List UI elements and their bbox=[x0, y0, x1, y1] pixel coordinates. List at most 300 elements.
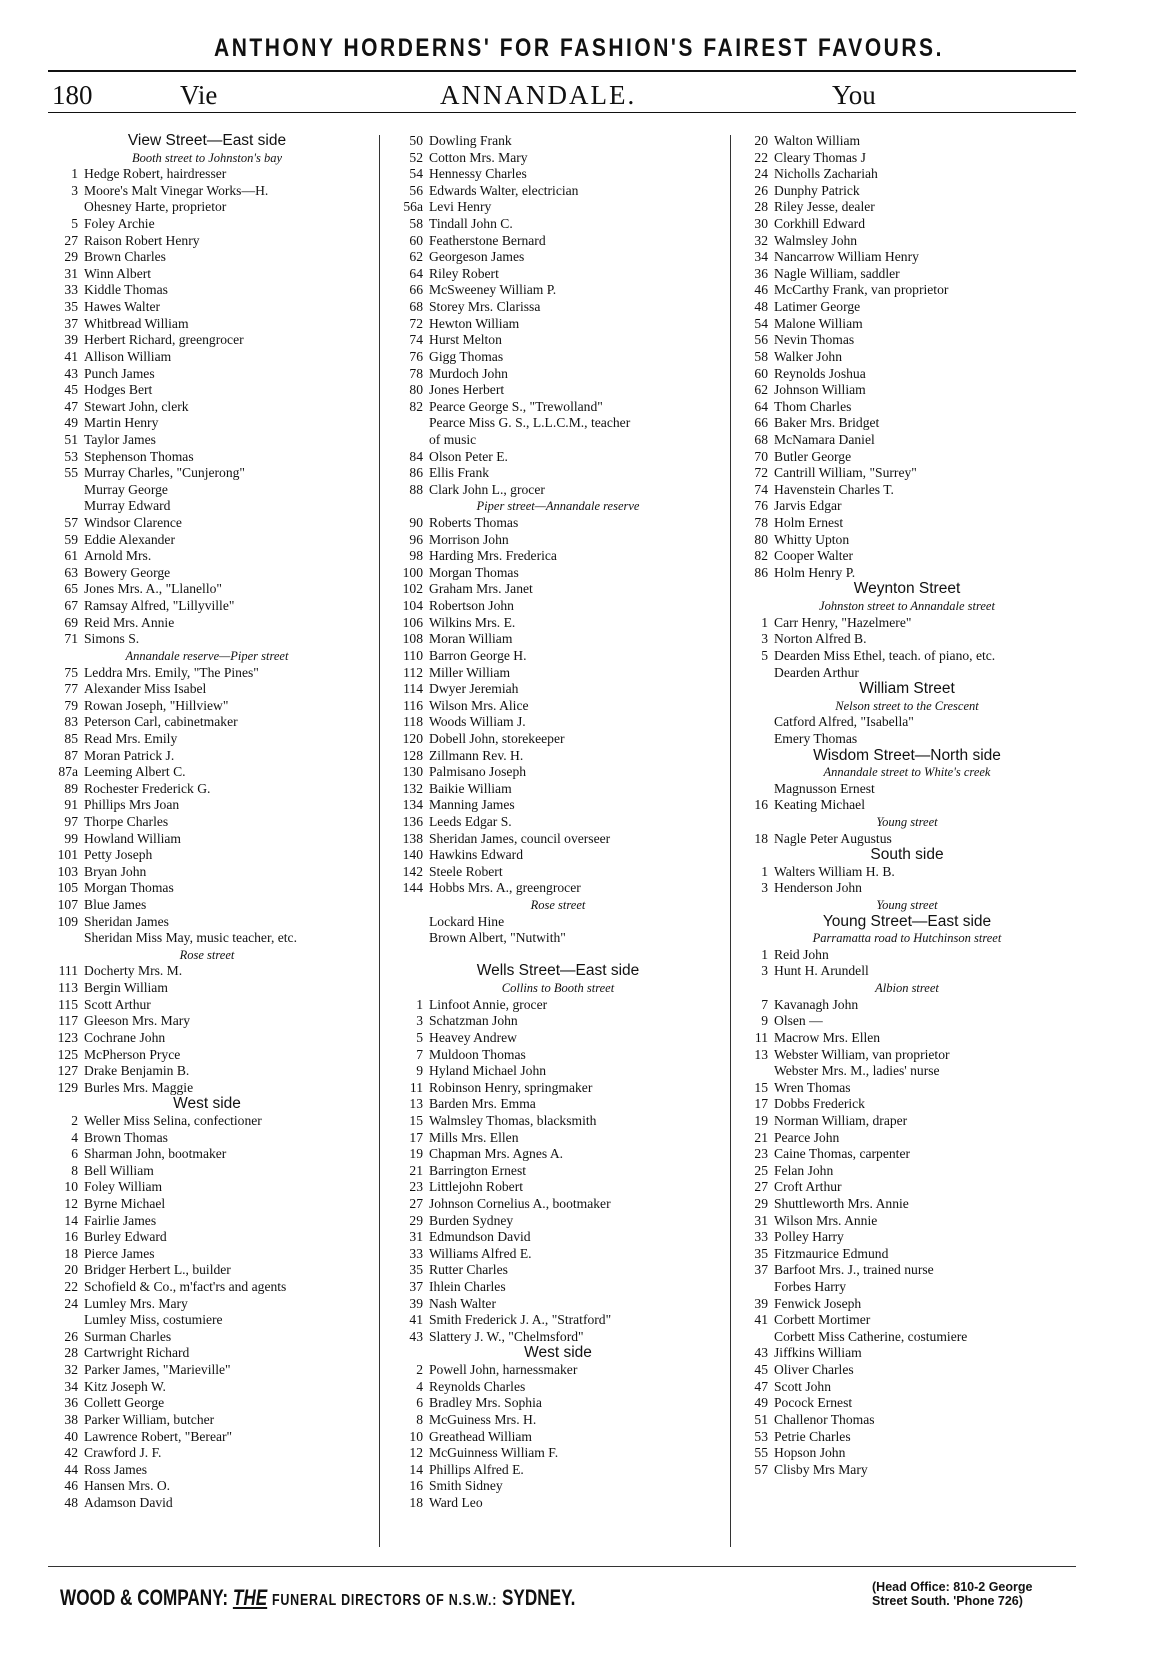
directory-entry-continued: Forbes Harry bbox=[774, 1279, 847, 1295]
footer-company: WOOD & COMPANY: bbox=[60, 1585, 229, 1610]
house-number: 28 bbox=[64, 1345, 78, 1361]
resident-name: Baker Mrs. Bridget bbox=[774, 415, 880, 431]
resident-name: Bradley Mrs. Sophia bbox=[429, 1395, 542, 1411]
house-number: 68 bbox=[754, 431, 768, 447]
directory-entry bbox=[393, 1246, 723, 1263]
house-number: 106 bbox=[402, 614, 423, 630]
resident-name: Pearce George S., "Trewolland" bbox=[429, 398, 603, 414]
resident-name: Thom Charles bbox=[774, 398, 852, 414]
directory-entry bbox=[393, 449, 723, 466]
directory-entry bbox=[393, 1495, 723, 1512]
street-subheading: Piper street—Annandale reserve bbox=[476, 499, 640, 514]
directory-entry bbox=[48, 748, 366, 765]
resident-name: Bergin William bbox=[84, 980, 168, 996]
directory-entry bbox=[48, 1080, 366, 1097]
resident-name: Stephenson Thomas bbox=[84, 448, 194, 464]
resident-name: Hobbs Mrs. A., greengrocer bbox=[429, 880, 581, 896]
directory-entry bbox=[738, 266, 1076, 283]
house-number: 44 bbox=[64, 1461, 78, 1477]
resident-name: Ward Leo bbox=[429, 1494, 483, 1510]
resident-name: Hopson John bbox=[774, 1445, 846, 1461]
resident-name: Howland William bbox=[84, 830, 181, 846]
resident-name: Williams Alfred E. bbox=[429, 1245, 532, 1261]
directory-entry bbox=[48, 565, 366, 582]
house-number: 45 bbox=[754, 1362, 768, 1378]
directory-entry bbox=[738, 1462, 1076, 1479]
resident-name: Tindall John C. bbox=[429, 216, 513, 232]
resident-name: Barfoot Mrs. J., trained nurse bbox=[774, 1262, 934, 1278]
house-number: 16 bbox=[409, 1478, 423, 1494]
resident-name: Punch James bbox=[84, 365, 155, 381]
house-number: 1 bbox=[71, 166, 78, 182]
resident-name: Ellis Frank bbox=[429, 465, 490, 481]
house-number: 142 bbox=[402, 863, 423, 879]
house-number: 51 bbox=[754, 1411, 768, 1427]
street-heading: West side bbox=[524, 1344, 592, 1362]
resident-name: Woods William J. bbox=[429, 714, 526, 730]
house-number: 113 bbox=[58, 980, 78, 996]
house-number: 109 bbox=[57, 913, 78, 929]
street-subheading: Annandale street to White's creek bbox=[823, 765, 991, 780]
house-number: 78 bbox=[754, 515, 768, 531]
directory-entry bbox=[393, 1329, 723, 1346]
directory-entry bbox=[393, 382, 723, 399]
house-number: 144 bbox=[402, 880, 423, 896]
resident-name: Carr Henry, "Hazelmere" bbox=[774, 614, 912, 630]
house-number: 76 bbox=[754, 498, 768, 514]
directory-entry bbox=[48, 515, 366, 532]
resident-name: Butler George bbox=[774, 448, 852, 464]
house-number: 37 bbox=[754, 1262, 768, 1278]
house-number: 31 bbox=[754, 1212, 768, 1228]
directory-entry bbox=[393, 1213, 723, 1230]
house-number: 3 bbox=[416, 1013, 423, 1029]
street-heading: William Street bbox=[859, 680, 955, 698]
directory-entry bbox=[48, 1229, 366, 1246]
footer-office-line-2: Street South. 'Phone 726) bbox=[872, 1594, 1023, 1608]
directory-entry bbox=[48, 216, 366, 233]
resident-name: Rowan Joseph, "Hillview" bbox=[84, 697, 229, 713]
house-number: 88 bbox=[409, 481, 423, 497]
resident-name: Keating Michael bbox=[774, 797, 865, 813]
house-number: 39 bbox=[64, 332, 78, 348]
resident-name: Burden Sydney bbox=[429, 1212, 514, 1228]
resident-name: Ramsay Alfred, "Lillyville" bbox=[84, 598, 235, 614]
directory-entry bbox=[393, 1113, 723, 1130]
house-number: 46 bbox=[754, 282, 768, 298]
resident-name: Leddra Mrs. Emily, "The Pines" bbox=[84, 664, 259, 680]
resident-name: Muldoon Thomas bbox=[429, 1046, 526, 1062]
directory-entry bbox=[393, 183, 723, 200]
directory-entry bbox=[393, 748, 723, 765]
street-heading: Wisdom Street—North side bbox=[813, 746, 1001, 764]
directory-entry bbox=[738, 183, 1076, 200]
resident-name: Scott John bbox=[774, 1378, 832, 1394]
resident-name: Corkhill Edward bbox=[774, 216, 865, 232]
resident-name: Burles Mrs. Maggie bbox=[84, 1079, 194, 1095]
house-number: 3 bbox=[761, 631, 768, 647]
resident-name: Hyland Michael John bbox=[429, 1063, 547, 1079]
directory-entry bbox=[393, 515, 723, 532]
house-number: 125 bbox=[57, 1046, 78, 1062]
resident-name: Foley William bbox=[84, 1179, 163, 1195]
house-number: 140 bbox=[402, 847, 423, 863]
house-number: 8 bbox=[416, 1411, 423, 1427]
resident-name: Roberts Thomas bbox=[429, 515, 519, 531]
house-number: 47 bbox=[64, 398, 78, 414]
house-number: 21 bbox=[409, 1162, 423, 1178]
resident-name: Walmsley Thomas, blacksmith bbox=[429, 1112, 597, 1128]
house-number: 90 bbox=[409, 515, 423, 531]
house-number: 7 bbox=[761, 996, 768, 1012]
directory-entry bbox=[738, 299, 1076, 316]
directory-entry bbox=[48, 1379, 366, 1396]
directory-entry bbox=[738, 997, 1076, 1014]
directory-entry bbox=[738, 150, 1076, 167]
directory-entry bbox=[738, 1196, 1076, 1213]
directory-entry bbox=[393, 847, 723, 864]
directory-entry bbox=[48, 1395, 366, 1412]
house-number: 49 bbox=[754, 1395, 768, 1411]
resident-name: Leeming Albert C. bbox=[84, 764, 186, 780]
resident-name: Gigg Thomas bbox=[429, 348, 504, 364]
resident-name: Wilkins Mrs. E. bbox=[429, 614, 516, 630]
resident-name: Hansen Mrs. O. bbox=[84, 1478, 171, 1494]
resident-name: Brown Thomas bbox=[84, 1129, 168, 1145]
house-number: 48 bbox=[64, 1494, 78, 1510]
house-number: 22 bbox=[754, 149, 768, 165]
house-number: 48 bbox=[754, 299, 768, 315]
street-subheading: Young street bbox=[876, 814, 938, 829]
house-number: 78 bbox=[409, 365, 423, 381]
resident-name: Eddie Alexander bbox=[84, 531, 175, 547]
directory-entry bbox=[48, 1013, 366, 1030]
page-number: 180 bbox=[52, 80, 93, 110]
directory-entry-continued: Lumley Miss, costumiere bbox=[84, 1312, 223, 1328]
house-number: 36 bbox=[64, 1395, 78, 1411]
resident-name: Fitzmaurice Edmund bbox=[774, 1245, 889, 1261]
resident-name: Nancarrow William Henry bbox=[774, 249, 919, 265]
resident-name: Stewart John, clerk bbox=[84, 398, 189, 414]
house-number: 68 bbox=[409, 299, 423, 315]
house-number: 15 bbox=[409, 1112, 423, 1128]
directory-entry bbox=[393, 199, 723, 216]
directory-entry bbox=[48, 831, 366, 848]
resident-name: Hewton William bbox=[429, 315, 520, 331]
house-number: 111 bbox=[58, 963, 78, 979]
resident-name: Sharman John, bootmaker bbox=[84, 1146, 227, 1162]
directory-entry bbox=[393, 366, 723, 383]
house-number: 26 bbox=[64, 1328, 78, 1344]
directory-entry bbox=[48, 166, 366, 183]
column-divider bbox=[379, 135, 380, 1547]
resident-name: Herbert Richard, greengrocer bbox=[84, 332, 244, 348]
house-number: 46 bbox=[64, 1478, 78, 1494]
resident-name: Cooper Walter bbox=[774, 548, 854, 564]
resident-name: Littlejohn Robert bbox=[429, 1179, 524, 1195]
resident-name: Surman Charles bbox=[84, 1328, 172, 1344]
directory-entry bbox=[393, 316, 723, 333]
house-number: 37 bbox=[409, 1279, 423, 1295]
house-number: 67 bbox=[64, 598, 78, 614]
directory-entry bbox=[48, 1279, 366, 1296]
resident-name: Jiffkins William bbox=[774, 1345, 862, 1361]
resident-name: Georgeson James bbox=[429, 249, 525, 265]
directory-entry bbox=[393, 482, 723, 499]
resident-name: Bridger Herbert L., builder bbox=[84, 1262, 231, 1278]
directory-entry bbox=[393, 249, 723, 266]
footer-main bbox=[60, 1585, 575, 1611]
footer-advert bbox=[60, 1578, 1100, 1618]
resident-name: Olsen — bbox=[774, 1013, 823, 1029]
house-number: 41 bbox=[409, 1312, 423, 1328]
resident-name: Cartwright Richard bbox=[84, 1345, 190, 1361]
directory-entry bbox=[393, 1063, 723, 1080]
house-number: 118 bbox=[403, 714, 423, 730]
resident-name: Malone William bbox=[774, 315, 863, 331]
footer-office bbox=[872, 1580, 1032, 1608]
house-number: 14 bbox=[64, 1212, 78, 1228]
house-number: 9 bbox=[416, 1063, 423, 1079]
directory-entry bbox=[393, 1196, 723, 1213]
directory-entry bbox=[738, 631, 1076, 648]
resident-name: Linfoot Annie, grocer bbox=[429, 996, 548, 1012]
street-heading: Young Street—East side bbox=[822, 912, 992, 930]
directory-entry bbox=[393, 615, 723, 632]
resident-name: Moran William bbox=[429, 631, 513, 647]
house-number: 1 bbox=[761, 614, 768, 630]
directory-entry bbox=[393, 133, 723, 150]
house-number: 6 bbox=[416, 1395, 423, 1411]
directory-entry bbox=[393, 166, 723, 183]
house-number: 3 bbox=[761, 880, 768, 896]
resident-name: Barron George H. bbox=[429, 647, 527, 663]
house-number: 65 bbox=[64, 581, 78, 597]
house-number: 55 bbox=[64, 465, 78, 481]
house-number: 69 bbox=[64, 614, 78, 630]
resident-name: Zillmann Rev. H. bbox=[429, 747, 524, 763]
house-number: 43 bbox=[754, 1345, 768, 1361]
directory-entry bbox=[48, 399, 366, 416]
resident-name: McNamara Daniel bbox=[774, 431, 875, 447]
house-number: 110 bbox=[403, 647, 423, 663]
house-number: 83 bbox=[64, 714, 78, 730]
directory-entry bbox=[48, 1213, 366, 1230]
directory-entry bbox=[738, 548, 1076, 565]
house-number: 15 bbox=[754, 1079, 768, 1095]
resident-name: Alexander Miss Isabel bbox=[84, 681, 207, 697]
resident-name: Lawrence Robert, "Berear" bbox=[84, 1428, 233, 1444]
house-number: 71 bbox=[64, 631, 78, 647]
directory-entry bbox=[393, 1179, 723, 1196]
directory-entry-continued: Ohesney Harte, proprietor bbox=[84, 199, 227, 215]
resident-name: Norman William, draper bbox=[774, 1112, 908, 1128]
directory-entry bbox=[738, 1345, 1076, 1362]
house-number: 130 bbox=[402, 764, 423, 780]
directory-entry bbox=[393, 997, 723, 1014]
directory-entry bbox=[738, 199, 1076, 216]
resident-name: Winn Albert bbox=[84, 265, 152, 281]
resident-name: Sheridan James bbox=[84, 913, 169, 929]
street-subheading: Annandale reserve—Piper street bbox=[125, 648, 289, 663]
house-number: 12 bbox=[64, 1196, 78, 1211]
directory-entry bbox=[48, 698, 366, 715]
resident-name: McCarthy Frank, van proprietor bbox=[774, 282, 949, 298]
street-heading: South side bbox=[870, 846, 944, 864]
house-number: 5 bbox=[71, 216, 78, 232]
directory-entry bbox=[738, 399, 1076, 416]
resident-name: Bryan John bbox=[84, 863, 147, 879]
directory-entry-continued: Dearden Arthur bbox=[774, 664, 859, 680]
resident-name: Bell William bbox=[84, 1162, 154, 1178]
house-number: 47 bbox=[754, 1378, 768, 1394]
directory-entry bbox=[738, 1030, 1076, 1047]
directory-entry bbox=[48, 1429, 366, 1446]
resident-name: Hawes Walter bbox=[84, 299, 161, 315]
house-number: 75 bbox=[64, 664, 78, 680]
resident-name: Heavey Andrew bbox=[429, 1029, 517, 1045]
resident-name: Byrne Michael bbox=[84, 1196, 166, 1211]
directory-entry bbox=[738, 1229, 1076, 1246]
house-number: 60 bbox=[754, 365, 768, 381]
house-number: 55 bbox=[754, 1445, 768, 1461]
directory-entry bbox=[393, 814, 723, 831]
directory-entry bbox=[738, 349, 1076, 366]
directory-entry bbox=[738, 1429, 1076, 1446]
directory-entry bbox=[48, 1445, 366, 1462]
directory-entry bbox=[393, 1130, 723, 1147]
directory-entry bbox=[738, 1262, 1076, 1279]
directory-entry bbox=[738, 366, 1076, 383]
directory-entry bbox=[738, 465, 1076, 482]
directory-entry bbox=[393, 631, 723, 648]
house-number: 10 bbox=[64, 1179, 78, 1195]
house-number: 132 bbox=[402, 780, 423, 796]
house-number: 42 bbox=[64, 1445, 78, 1461]
directory-entry bbox=[738, 648, 1076, 665]
directory-entry bbox=[738, 1047, 1076, 1064]
directory-entry bbox=[48, 1047, 366, 1064]
footer-rule bbox=[48, 1566, 1076, 1567]
resident-name: Schofield & Co., m'fact'rs and agents bbox=[84, 1279, 287, 1295]
resident-name: Parker James, "Marieville" bbox=[84, 1362, 231, 1378]
house-number: 64 bbox=[409, 265, 423, 281]
resident-name: Peterson Carl, cabinetmaker bbox=[84, 714, 238, 730]
directory-entry bbox=[48, 598, 366, 615]
resident-name: Barden Mrs. Emma bbox=[429, 1096, 536, 1112]
resident-name: McGuiness Mrs. H. bbox=[429, 1411, 537, 1427]
directory-entry bbox=[738, 831, 1076, 848]
directory-entry-continued: Webster Mrs. M., ladies' nurse bbox=[774, 1063, 940, 1079]
house-number: 62 bbox=[754, 382, 768, 398]
directory-entry bbox=[48, 1063, 366, 1080]
resident-name: Edmundson David bbox=[429, 1229, 531, 1245]
resident-name: Blue James bbox=[84, 897, 147, 913]
house-number: 74 bbox=[409, 332, 423, 348]
directory-entry bbox=[393, 581, 723, 598]
directory-entry bbox=[48, 581, 366, 598]
directory-entry bbox=[738, 1362, 1076, 1379]
directory-entry bbox=[393, 797, 723, 814]
house-number: 10 bbox=[409, 1428, 423, 1444]
house-number: 138 bbox=[402, 830, 423, 846]
house-number: 18 bbox=[64, 1245, 78, 1261]
house-number: 98 bbox=[409, 548, 423, 564]
house-number: 50 bbox=[409, 133, 423, 148]
resident-name: Walters William H. B. bbox=[774, 863, 895, 879]
resident-name: McPherson Pryce bbox=[84, 1046, 181, 1062]
house-number: 100 bbox=[402, 564, 423, 580]
house-number: 54 bbox=[409, 166, 423, 182]
directory-entry bbox=[48, 1495, 366, 1512]
house-number: 80 bbox=[754, 531, 768, 547]
resident-name: Corbett Mortimer bbox=[774, 1312, 871, 1328]
resident-name: Parker William, butcher bbox=[84, 1411, 215, 1427]
left-guide-word: Vie bbox=[180, 80, 218, 110]
directory-entry bbox=[48, 914, 366, 931]
directory-entry bbox=[393, 548, 723, 565]
directory-entry bbox=[393, 266, 723, 283]
resident-name: Bowery George bbox=[84, 564, 171, 580]
house-number: 32 bbox=[64, 1362, 78, 1378]
directory-entry-continued: Emery Thomas bbox=[774, 730, 858, 746]
house-number: 36 bbox=[754, 265, 768, 281]
resident-name: Walker John bbox=[774, 348, 842, 364]
directory-entry bbox=[393, 1013, 723, 1030]
header-rule bbox=[48, 112, 1076, 113]
house-number: 31 bbox=[409, 1229, 423, 1245]
directory-entry bbox=[738, 1379, 1076, 1396]
house-number: 7 bbox=[416, 1046, 423, 1062]
house-number: 38 bbox=[64, 1411, 78, 1427]
directory-entry-continued: Lockard Hine bbox=[429, 913, 505, 929]
house-number: 24 bbox=[754, 166, 768, 182]
street-subheading: Parramatta road to Hutchinson street bbox=[812, 931, 1002, 946]
resident-name: Fairlie James bbox=[84, 1212, 157, 1228]
house-number: 41 bbox=[754, 1312, 768, 1328]
house-number: 1 bbox=[416, 996, 423, 1012]
directory-entry bbox=[48, 681, 366, 698]
resident-name: Brown Charles bbox=[84, 249, 166, 265]
house-number: 53 bbox=[64, 448, 78, 464]
house-number: 82 bbox=[409, 398, 423, 414]
street-subheading: Young street bbox=[876, 898, 938, 913]
directory-entry bbox=[393, 831, 723, 848]
house-number: 57 bbox=[754, 1461, 768, 1477]
directory-entry bbox=[48, 432, 366, 449]
resident-name: Pearce John bbox=[774, 1129, 840, 1145]
resident-name: Nash Walter bbox=[429, 1295, 496, 1311]
house-number: 8 bbox=[71, 1162, 78, 1178]
directory-column-3 bbox=[738, 133, 1076, 1478]
directory-entry bbox=[48, 183, 366, 200]
house-number: 52 bbox=[409, 149, 423, 165]
house-number: 28 bbox=[754, 199, 768, 215]
directory-entry bbox=[48, 764, 366, 781]
directory-entry bbox=[48, 814, 366, 831]
house-number: 33 bbox=[409, 1245, 423, 1261]
directory-entry bbox=[393, 598, 723, 615]
resident-name: Nagle Peter Augustus bbox=[774, 830, 892, 846]
directory-entry bbox=[738, 1146, 1076, 1163]
resident-name: Morgan Thomas bbox=[429, 564, 519, 580]
directory-entry-continued: Sheridan Miss May, music teacher, etc. bbox=[84, 930, 297, 946]
house-number: 76 bbox=[409, 348, 423, 364]
house-number: 84 bbox=[409, 448, 423, 464]
directory-entry bbox=[48, 963, 366, 980]
resident-name: Murray Charles, "Cunjerong" bbox=[84, 465, 245, 481]
resident-name: Clark John L., grocer bbox=[429, 481, 545, 497]
